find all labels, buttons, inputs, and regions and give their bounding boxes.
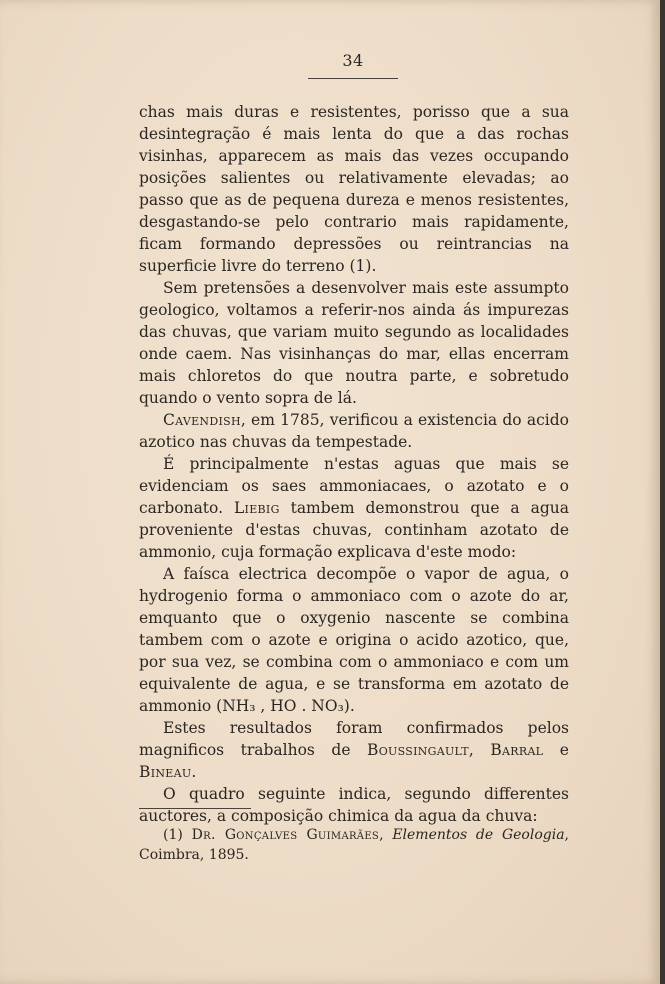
footnote-author: Dr. Gonçalves Guimarães xyxy=(191,827,380,843)
page-number: 34 xyxy=(342,51,364,70)
body-text xyxy=(139,101,569,827)
paragraph-4-text: É principalmente n'estas aguas que mais se evidenciam os saes ammoniacaes, o azotato e o carbonato. xyxy=(139,455,569,517)
author-liebig: Liebig xyxy=(233,499,280,517)
paragraph-5: A faísca electrica decompõe o vapor de agua, o hydrogenio forma o ammoniaco com o azote do ar, emquanto que o oxygenio nascente se combina tambem com o azote e origina o acido azotico, que, por sua vez, se combina com o ammoniaco e com um equivalente de agua, e se transforma em azotato de ammonio (NH₃ , HO . NO₃). xyxy=(139,565,569,715)
paragraph-3-text: , em 1785, verificou a existencia do acido azotico nas chuvas da tempestade. xyxy=(139,411,569,451)
footnote-title: Elementos de Geologia xyxy=(392,827,565,843)
paragraph-6 xyxy=(139,717,569,783)
footnote xyxy=(139,825,569,865)
paragraph-2: Sem pretensões a desenvolver mais este assumpto geologico, voltamos a referir-nos ainda ás impurezas das chuvas, que variam muito segundo as localidades onde caem. Nas visinhanças do mar, ellas encerram mais chloretos do que noutra parte, e sobretudo quando o vento sopra de lá. xyxy=(139,279,569,407)
separator-comma: , xyxy=(468,741,491,759)
author-boussingault: Boussingault xyxy=(367,741,469,759)
period: . xyxy=(191,763,197,781)
paragraph-4 xyxy=(139,453,569,563)
paragraph-6-text: Estes resultados foram confirmados pelos magnificos trabalhos de xyxy=(139,719,569,759)
footnote-rule xyxy=(139,808,251,809)
footnote-tail: , Coimbra, 1895. xyxy=(139,827,569,863)
page-edge xyxy=(660,0,665,984)
paragraph-7: O quadro seguinte indica, segundo differentes auctores, a composição chimica da agua da chuva: xyxy=(139,785,569,825)
author-cavendish: Cavendish xyxy=(163,411,241,429)
header-rule xyxy=(308,78,398,79)
paragraph-1: chas mais duras e resistentes, porisso que a sua desintegração é mais lenta do que a das rochas visinhas, apparecem as mais das vezes occupando posições salientes ou relativamente elevadas; ao passo que as de pequena dureza e menos resistentes, desgastando-se pelo contrario mais rapidamente, ficam formando depressões ou reintrancias na superficie livre do terreno (1). xyxy=(139,103,569,275)
paragraph-3 xyxy=(139,409,569,453)
footnote-marker: (1) xyxy=(163,827,192,843)
author-barral: Barral xyxy=(490,741,544,759)
paragraph-4-rest: tambem demonstrou que a agua proveniente d'estas chuvas, continham azotato de ammonio, cuja formação explicava d'este modo: xyxy=(139,499,569,561)
footnote-separator: , xyxy=(379,827,393,843)
conjunction: e xyxy=(543,741,569,759)
author-bineau: Bineau xyxy=(139,763,192,781)
